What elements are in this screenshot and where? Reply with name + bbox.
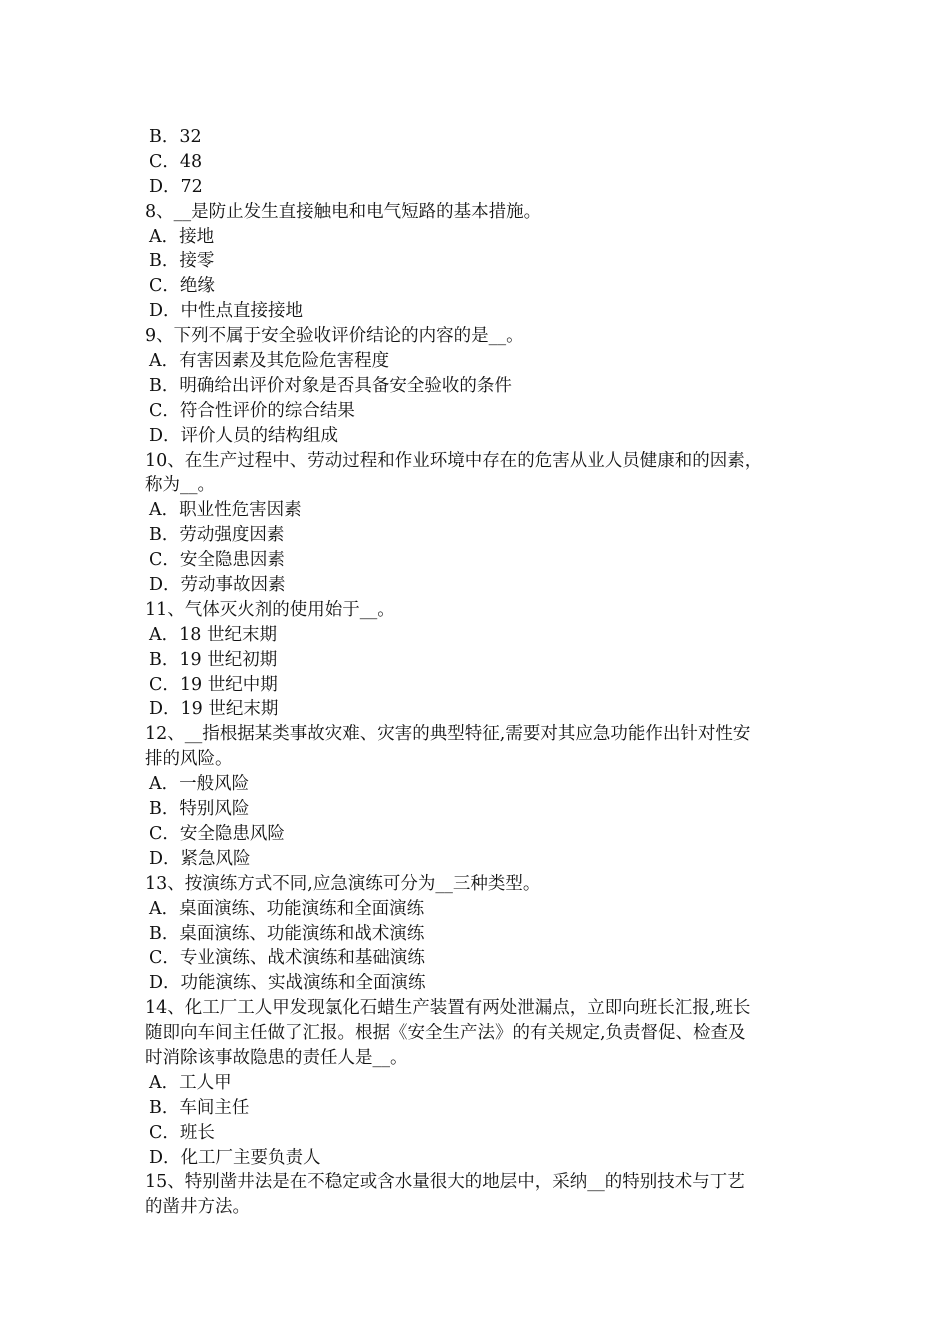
answer-option: B．劳动强度因素	[149, 525, 285, 546]
answer-option: B．桌面演练、功能演练和战术演练	[149, 923, 425, 944]
answer-option: A．18 世纪末期	[149, 624, 277, 645]
question-text-line: 随即向车间主任做了汇报。根据《安全生产法》的有关规定,负责督促、检查及	[145, 1023, 746, 1044]
answer-option: C．符合性评价的综合结果	[149, 400, 355, 421]
question-text-line: 14、化工厂工人甲发现氯化石蜡生产装置有两处泄漏点，立即向班长汇报,班长	[145, 998, 751, 1019]
answer-option: A．桌面演练、功能演练和全面演练	[149, 898, 425, 919]
answer-option: D．19 世纪末期	[149, 699, 279, 720]
answer-option: B．车间主任	[149, 1097, 250, 1118]
answer-option: D．中性点直接接地	[149, 301, 304, 322]
answer-option: A．一般风险	[149, 774, 250, 795]
answer-option: D．化工厂主要负责人	[149, 1147, 321, 1168]
answer-option: A．职业性危害因素	[149, 500, 302, 521]
answer-option: B．32	[149, 127, 202, 147]
question-text-line: 9、下列不属于安全验收评价结论的内容的是__。	[145, 326, 524, 347]
answer-option: D．功能演练、实战演练和全面演练	[149, 973, 426, 994]
question-text-line: 排的风险。	[145, 749, 233, 770]
question-text-line: 8、__是防止发生直接触电和电气短路的基本措施。	[145, 201, 542, 222]
answer-option: C．班长	[149, 1122, 215, 1143]
answer-option: D．评价人员的结构组成	[149, 425, 339, 446]
answer-option: C．48	[149, 151, 203, 172]
answer-option: D．紧急风险	[149, 848, 251, 869]
question-text-line: 时消除该事故隐患的责任人是__。	[145, 1047, 408, 1068]
question-text-line: 10、在生产过程中、劳动过程和作业环境中存在的危害从业人员健康和的因素，	[145, 450, 763, 471]
answer-option: C．19 世纪中期	[149, 674, 278, 695]
answer-option: C．专业演练、战术演练和基础演练	[149, 948, 425, 969]
answer-option: B．明确给出评价对象是否具备安全验收的条件	[149, 375, 512, 396]
question-text-line: 称为__。	[145, 475, 215, 496]
answer-option: C．绝缘	[149, 276, 215, 297]
answer-option: D．72	[149, 176, 203, 197]
question-text-line: 的凿井方法。	[145, 1197, 250, 1218]
answer-option: A．接地	[149, 226, 215, 247]
answer-option: D．劳动事故因素	[149, 575, 286, 596]
answer-option: C．安全隐患风险	[149, 823, 285, 844]
question-text-line: 15、特别凿井法是在不稳定或含水量很大的地层中，采纳__的特别技术与丁艺	[145, 1172, 745, 1193]
question-text-line: 12、__指根据某类事故灾难、灾害的典型特征,需要对其应急功能作出针对性安	[145, 724, 751, 745]
document-page	[145, 125, 825, 1220]
question-text-line: 11、气体灭火剂的使用始于__。	[145, 599, 395, 620]
answer-option: C．安全隐患因素	[149, 550, 285, 571]
answer-option: B．接零	[149, 251, 215, 272]
question-text-line: 13、按演练方式不同,应急演练可分为__三种类型。	[145, 873, 541, 894]
answer-option: A．工人甲	[149, 1072, 232, 1093]
answer-option: A．有害因素及其危险危害程度	[149, 351, 390, 372]
answer-option: B．特别风险	[149, 799, 250, 820]
answer-option: B．19 世纪初期	[149, 649, 278, 670]
